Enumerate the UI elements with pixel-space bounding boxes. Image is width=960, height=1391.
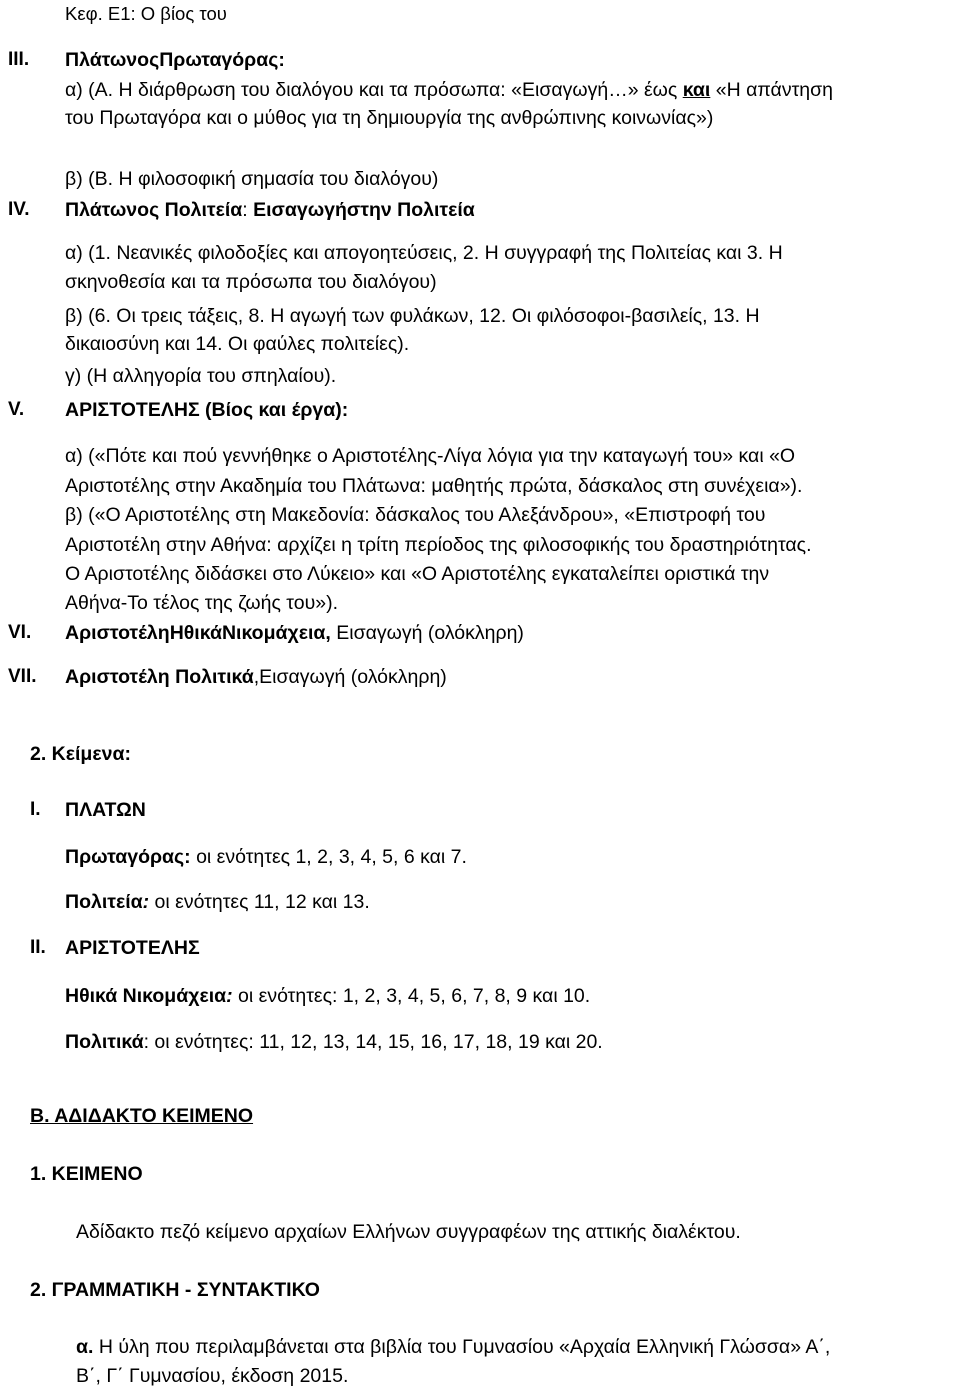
text-run: οι ενότητες 1, 2, 3, 4, 5, 6 και 7. xyxy=(190,846,467,868)
section-v-title: ΑΡΙΣΤΟΤΕΛΗΣ (Βίος και έργα): xyxy=(65,399,349,421)
section-vii-line xyxy=(65,665,447,689)
protagoras-units xyxy=(65,845,467,869)
texts-heading: 2. Κείμενα: xyxy=(30,743,131,765)
politeia-units xyxy=(65,890,370,914)
section-vi-line xyxy=(65,621,524,645)
section-v-line: Αριστοτέλης στην Ακαδημία του Πλάτωνα: μαθητής πρώτα, δάσκαλος στη συνέχεια»). xyxy=(65,475,803,497)
grammar-item-a-line-2: Β΄, Γ΄ Γυμνασίου, έκδοση 2015. xyxy=(76,1365,349,1387)
text-run: «Η απάντηση xyxy=(710,79,834,101)
title-part: Πλάτωνος Πολιτεία xyxy=(65,199,243,221)
section-iv-line: β) (6. Οι τρεις τάξεις, 8. Η αγωγή των φυλάκων, 12. Οι φιλόσοφοι-βασιλείς, 13. Η xyxy=(65,305,760,327)
aristotle-heading: ΑΡΙΣΤΟΤΕΛΗΣ xyxy=(65,937,200,959)
text-run: α) (Α. Η διάρθρωση του διαλόγου και τα πρόσωπα: «Εισαγωγή…» έως xyxy=(65,79,683,101)
section-iv-line: δικαιοσύνη και 14. Οι φαύλες πολιτείες). xyxy=(65,333,410,355)
work-title: Πολιτικά xyxy=(65,1031,144,1053)
text-run: οι ενότητες 11, 12 και 13. xyxy=(149,891,370,913)
work-title: Ηθικά Νικομάχεια xyxy=(65,985,227,1007)
work-title: Πολιτεία xyxy=(65,891,143,913)
roman-numeral-ii: II. xyxy=(30,937,46,958)
title-sep: : xyxy=(242,199,254,221)
text-run: Εισαγωγή (ολόκληρη) xyxy=(330,622,524,644)
section-iii-b-line: β) (Β. Η φιλοσοφική σημασία του διαλόγου) xyxy=(65,168,439,190)
section-iii-a-line-2: του Πρωταγόρα και ο μύθος για τη δημιουργία της ανθρώπινης κοινωνίας») xyxy=(65,107,714,129)
title-part: ΑριστοτέληΗθικάΝικομάχεια, xyxy=(65,622,331,644)
section-iii-title: ΠλάτωνοςΠρωταγόρας: xyxy=(65,49,285,71)
text-subheading: 1. ΚΕΙΜΕΝΟ xyxy=(30,1163,143,1185)
section-v-line: β) («Ο Αριστοτέλης στη Μακεδονία: δάσκαλος του Αλεξάνδρου», «Επιστροφή του xyxy=(65,504,766,526)
roman-numeral-i: I. xyxy=(30,799,41,820)
title-colon: : xyxy=(142,891,150,913)
title-part: Εισαγωγήστην Πολιτεία xyxy=(253,199,475,221)
item-label: α. xyxy=(76,1336,94,1358)
work-title: Πρωταγόρας: xyxy=(65,846,191,868)
chapter-heading: Κεφ. Ε1: Ο βίος του xyxy=(65,3,227,24)
roman-numeral-iii: III. xyxy=(8,49,30,70)
text-run: ,Εισαγωγή (ολόκληρη) xyxy=(253,666,447,688)
plato-heading: ΠΛΑΤΩΝ xyxy=(65,799,146,821)
roman-numeral-vi: VI. xyxy=(8,622,32,643)
unseen-text-heading: Β. ΑΔΙΔΑΚΤΟ ΚΕΙΜΕΝΟ xyxy=(30,1105,254,1127)
section-iii-a-line-1 xyxy=(65,78,833,102)
text-run: : οι ενότητες: 11, 12, 13, 14, 15, 16, 17, 18, 19 και 20. xyxy=(143,1031,603,1053)
text-run: Η ύλη που περιλαμβάνεται στα βιβλία του Γυμνασίου «Αρχαία Ελληνική Γλώσσα» Α΄, xyxy=(93,1336,831,1358)
roman-numeral-iv: IV. xyxy=(8,199,30,220)
section-v-line: Αθήνα-Το τέλος της ζωής του»). xyxy=(65,592,338,614)
text-description: Αδίδακτο πεζό κείμενο αρχαίων Ελλήνων συγγραφέων της αττικής διαλέκτου. xyxy=(76,1221,741,1243)
emphasis-kai: και xyxy=(682,79,711,101)
title-part: Αριστοτέλη Πολιτικά xyxy=(65,666,254,688)
title-colon: : xyxy=(226,985,233,1007)
section-iv-title xyxy=(65,198,475,222)
grammar-item-a-line-1 xyxy=(76,1335,830,1359)
section-v-line: α) («Πότε και πού γεννήθηκε ο Αριστοτέλης-Λίγα λόγια για την καταγωγή του» και «Ο xyxy=(65,445,796,467)
grammar-syntax-subheading: 2. ΓΡΑΜΜΑΤΙΚΗ - ΣΥΝΤΑΚΤΙΚΟ xyxy=(30,1279,320,1301)
section-v-line: Αριστοτέλη στην Αθήνα: αρχίζει η τρίτη περίοδος της φιλοσοφικής του δραστηριότητας. xyxy=(65,534,812,556)
section-iv-line: γ) (Η αλληγορία του σπηλαίου). xyxy=(65,365,337,387)
ethika-units xyxy=(65,984,590,1008)
politika-units xyxy=(65,1030,603,1054)
roman-numeral-vii: VII. xyxy=(8,666,37,687)
section-v-line: Ο Αριστοτέλης διδάσκει στο Λύκειο» και «Ο Αριστοτέλης εγκαταλείπει οριστικά την xyxy=(65,563,770,585)
roman-numeral-v: V. xyxy=(8,399,25,420)
section-iv-line: α) (1. Νεανικές φιλοδοξίες και απογοητεύσεις, 2. Η συγγραφή της Πολιτείας και 3. Η xyxy=(65,242,783,264)
text-run: οι ενότητες: 1, 2, 3, 4, 5, 6, 7, 8, 9 και 10. xyxy=(232,985,591,1007)
section-iv-line: σκηνοθεσία και τα πρόσωπα του διαλόγου) xyxy=(65,271,437,293)
